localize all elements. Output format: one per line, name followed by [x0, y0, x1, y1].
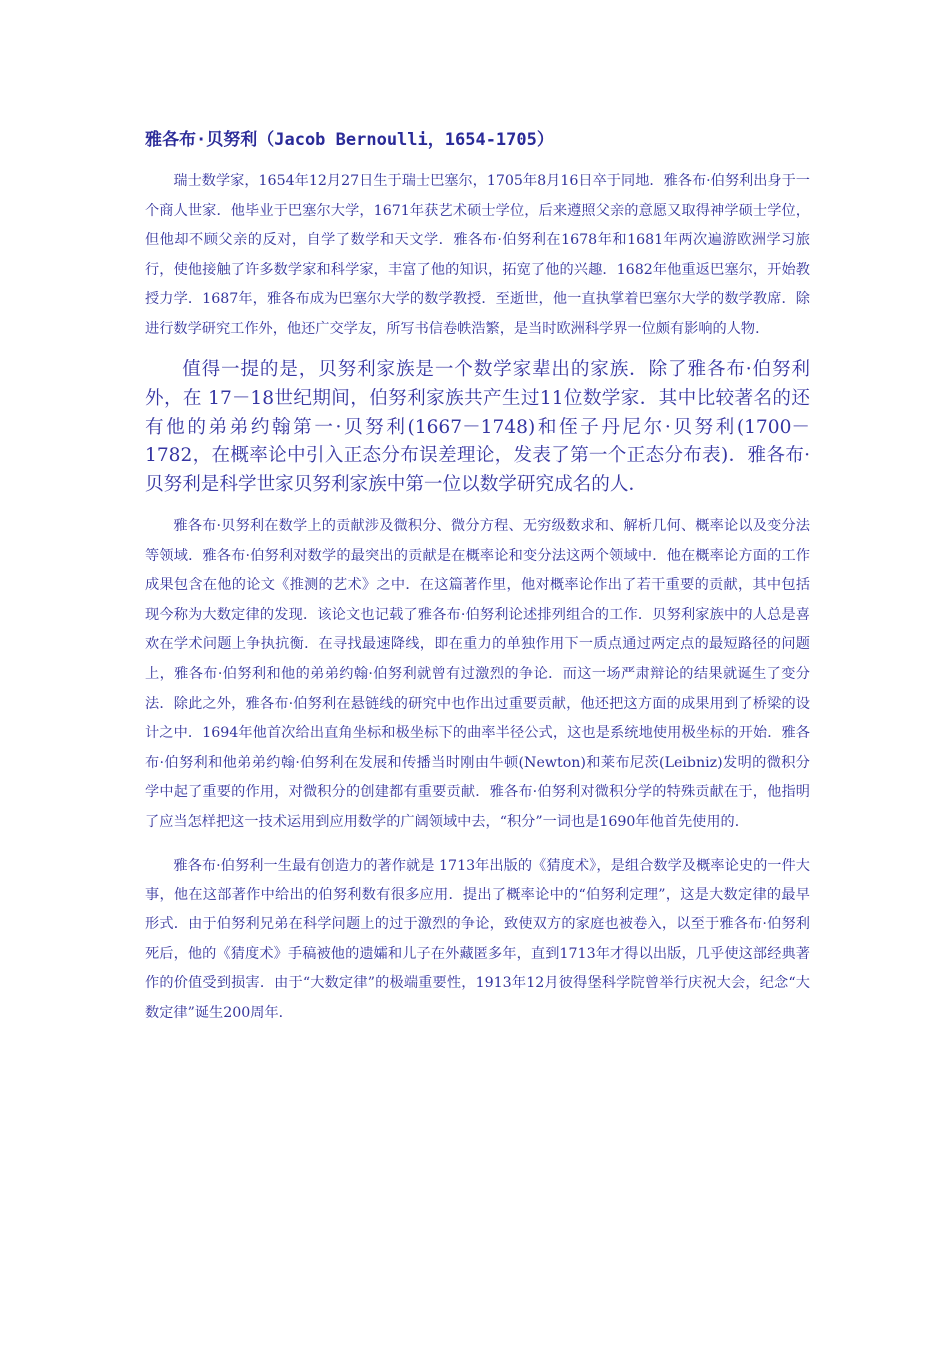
- paragraph-family: 值得一提的是，贝努利家族是一个数学家辈出的家族．除了雅各布·伯努利外，在 17－18世纪期间，伯努利家族共产生过11位数学家．其中比较著名的还有他的弟弟约翰第一·贝努利(1667－1748)和侄子丹尼尔·贝努利(1700－1782，在概率论中引入正态分布误差理论，发表了第一个正态分布表)．雅各布·贝努利是科学世家贝努利家族中第一位以数学研究成名的人．: [145, 359, 810, 496]
- document-title: 雅各布·贝努利（Jacob Bernoulli，1654-1705）: [145, 130, 554, 150]
- paragraph-biography: 瑞士数学家，1654年12月27日生于瑞士巴塞尔，1705年8月16日卒于同地．雅各布·伯努利出身于一个商人世家．他毕业于巴塞尔大学，1671年获艺术硕士学位，后来遵照父亲的意愿又取得神学硕士学位，但他却不顾父亲的反对，自学了数学和天文学．雅各布·伯努利在1678年和1681年两次遍游欧洲学习旅行，使他接触了许多数学家和科学家，丰富了他的知识，拓宽了他的兴趣．1682年他重返巴塞尔，开始教授力学．1687年，雅各布成为巴塞尔大学的数学教授．至逝世，他一直执掌着巴塞尔大学的数学教席．除进行数学研究工作外，他还广交学友，所写书信卷帙浩繁，是当时欧洲科学界一位颇有影响的人物．: [145, 173, 810, 337]
- document-page: [145, 125, 810, 1028]
- paragraph-ars-conjectandi: 雅各布·伯努利一生最有创造力的著作就是 1713年出版的《猜度术》，是组合数学及概率论史的一件大事，他在这部著作中给出的伯努利数有很多应用．提出了概率论中的“伯努利定理”，这是大数定律的最早形式．由于伯努利兄弟在科学问题上的过于激烈的争论，致使双方的家庭也被卷入，以至于雅各布·伯努利死后，他的《猜度术》手稿被他的遗孀和儿子在外藏匿多年，直到1713年才得以出版，几乎使这部经典著作的价值受到损害．由于“大数定律”的极端重要性，1913年12月彼得堡科学院曾举行庆祝大会，纪念“大数定律”诞生200周年．: [145, 857, 810, 1021]
- paragraph-contributions: 雅各布·贝努利在数学上的贡献涉及微积分、微分方程、无穷级数求和、解析几何、概率论以及变分法等领域．雅各布·伯努利对数学的最突出的贡献是在概率论和变分法这两个领域中．他在概率论方面的工作成果包含在他的论文《推测的艺术》之中．在这篇著作里，他对概率论作出了若干重要的贡献，其中包括现今称为大数定律的发现．该论文也记载了雅各布·伯努利论述排列组合的工作．贝努利家族中的人总是喜欢在学术问题上争执抗衡．在寻找最速降线，即在重力的单独作用下一质点通过两定点的最短路径的问题上，雅各布·伯努利和他的弟弟约翰·伯努利就曾有过激烈的争论．而这一场严肃辩论的结果就诞生了变分法．除此之外，雅各布·伯努利在悬链线的研究中也作出过重要贡献，他还把这方面的成果用到了桥梁的设计之中．1694年他首次给出直角坐标和极坐标下的曲率半径公式，这也是系统地使用极坐标的开始．雅各布·伯努利和他弟弟约翰·伯努利在发展和传播当时刚由牛顿(Newton)和莱布尼茨(Leibniz)发明的微积分学中起了重要的作用，对微积分的创建都有重要贡献．雅各布·伯努利对微积分学的特殊贡献在于，他指明了应当怎样把这一技术运用到应用数学的广阔领域中去，“积分”一词也是1690年他首先使用的．: [145, 517, 810, 830]
